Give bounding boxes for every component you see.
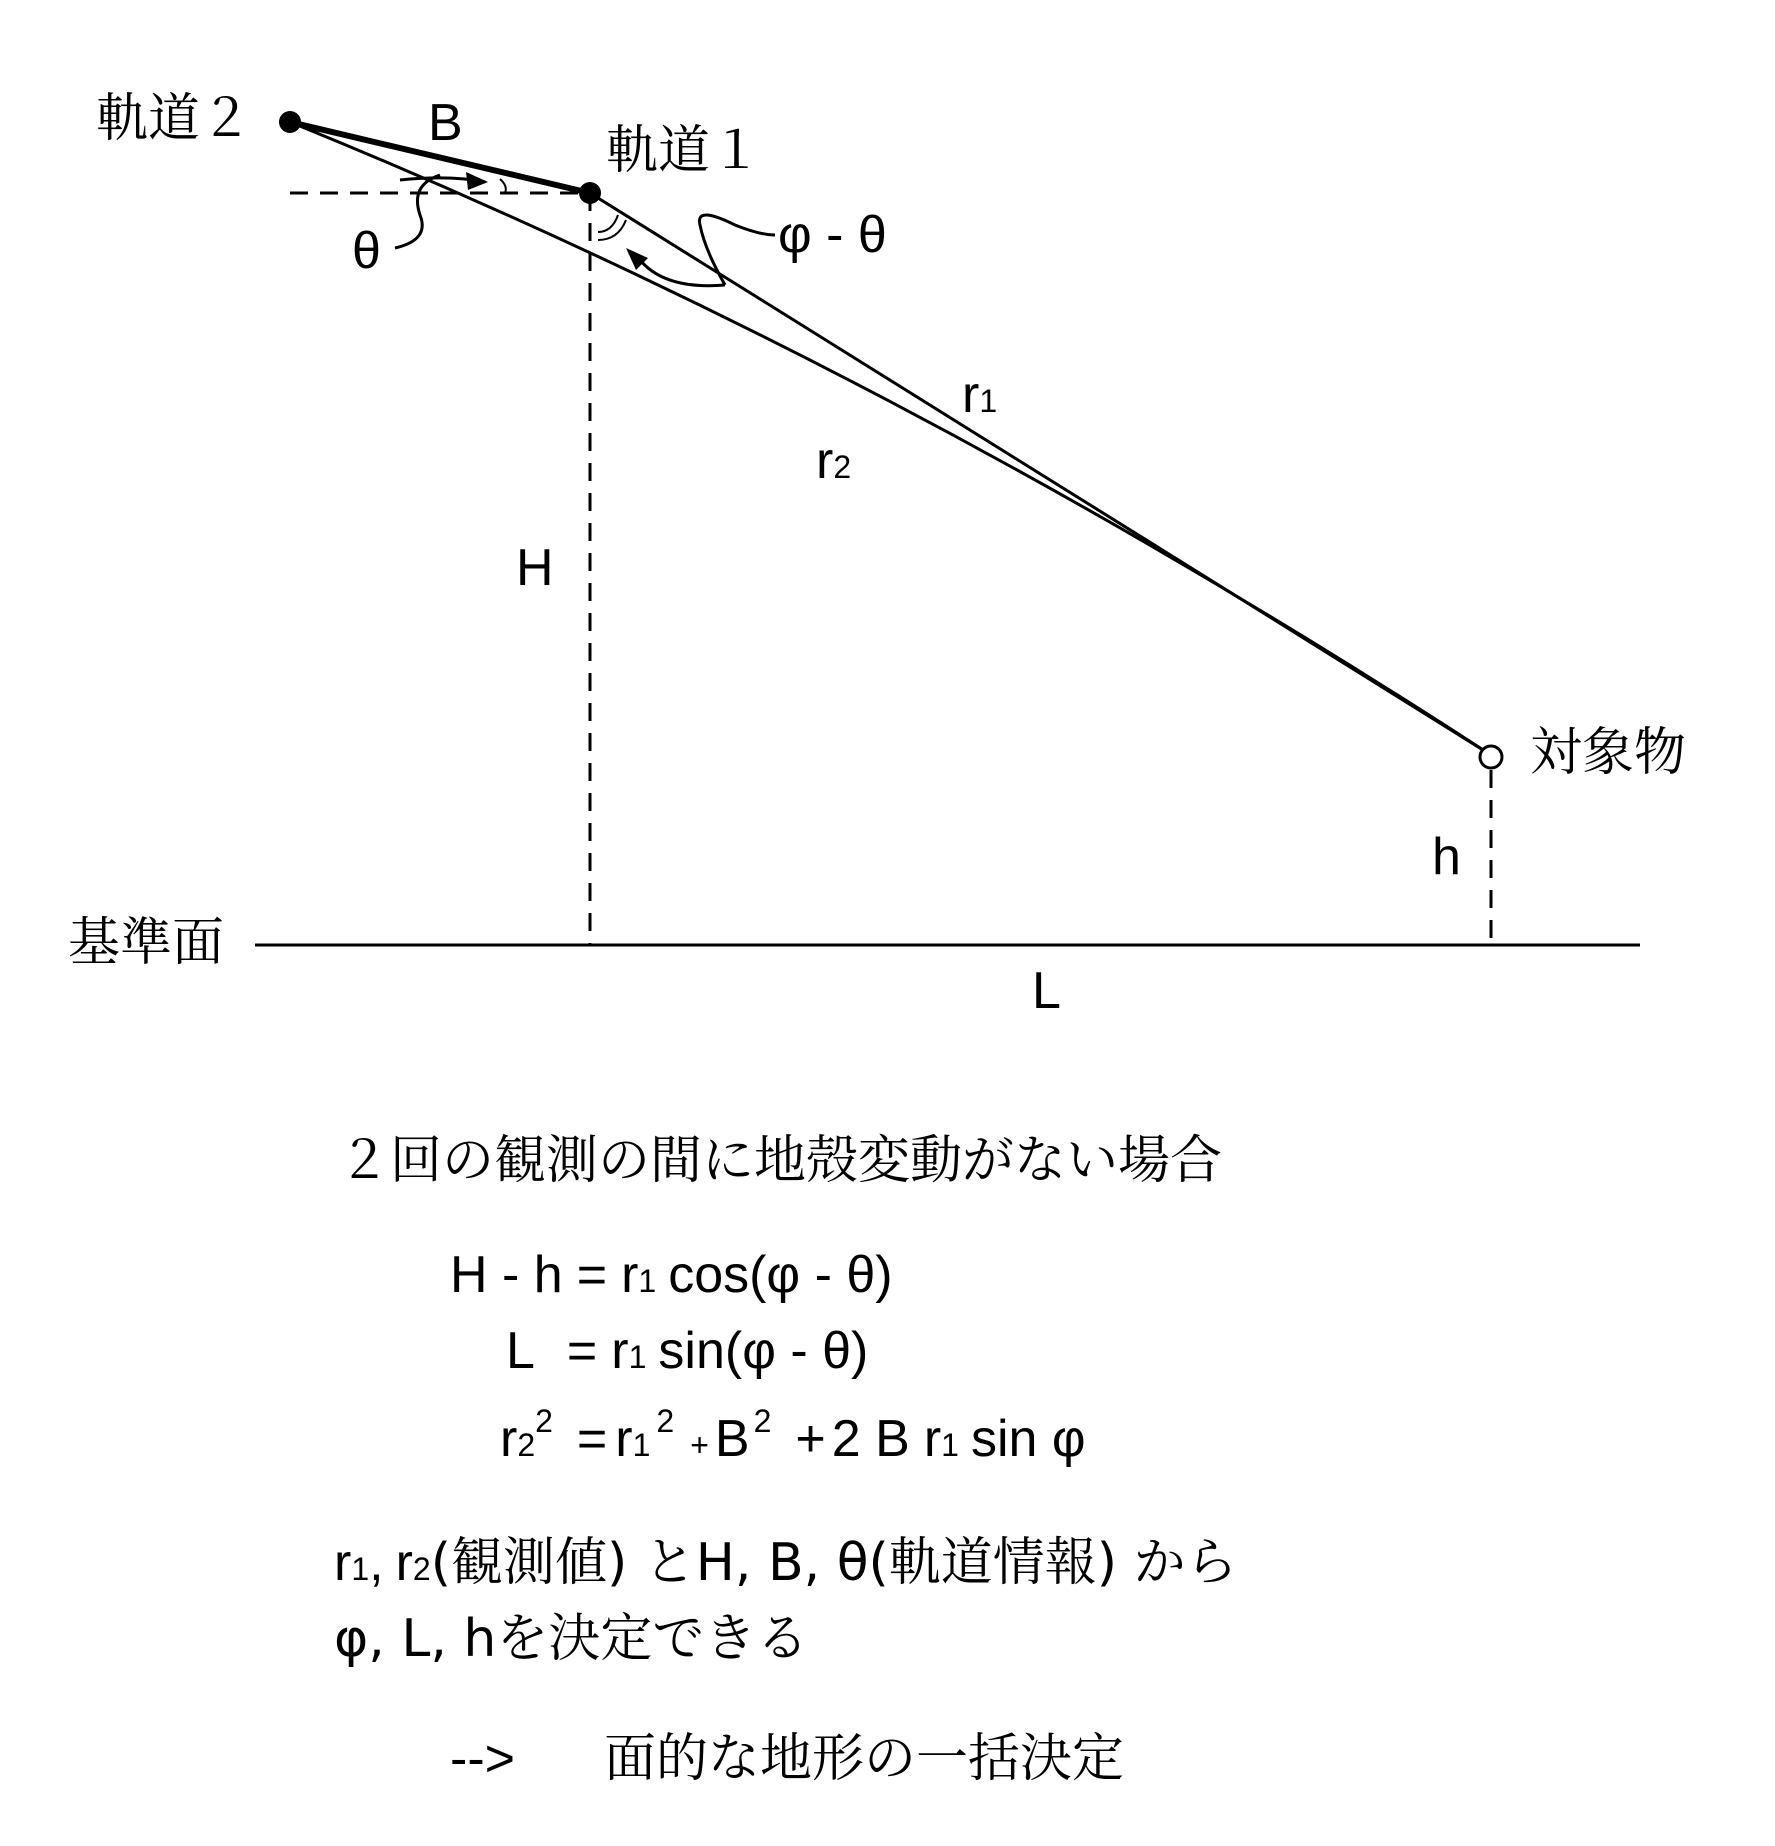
- condition-text: ２回の観測の間に地殻変動がない場合: [338, 1131, 1223, 1191]
- range-r1-line: [590, 193, 1491, 755]
- equation-1: H - h = r1 cos(φ - θ): [450, 1246, 893, 1304]
- equation-2: L = r1 sin(φ - θ): [506, 1322, 869, 1380]
- r1-label: r1: [962, 366, 998, 424]
- orbit1-label: 軌道１: [606, 121, 763, 181]
- range-r2-line: [290, 122, 1491, 755]
- conclusion-line-1: r1, r2(観測値) とH, B, θ(軌道情報) から: [334, 1533, 1238, 1593]
- phi-theta-arc-2: [598, 220, 626, 240]
- theta-arrow-head: [466, 172, 488, 190]
- theta-leader: [395, 175, 440, 248]
- orbit1-point: [579, 182, 601, 204]
- conclusion-line-2: φ, L, hを決定できる: [334, 1609, 809, 1669]
- reference-plane-label: 基準面: [68, 913, 225, 973]
- theta-label: θ: [352, 222, 381, 280]
- theta-angle-mark: [500, 179, 506, 193]
- height-h-label: h: [1432, 828, 1461, 886]
- result-text: 面的な地形の一括決定: [604, 1729, 1125, 1789]
- orbit2-label: 軌道２: [96, 89, 253, 149]
- baseline-B-label: B: [428, 94, 463, 152]
- target-point: [1480, 746, 1502, 768]
- phi-theta-arc-1: [598, 215, 618, 232]
- r2-label: r2: [816, 432, 852, 490]
- phi-theta-label: φ - θ: [778, 206, 887, 264]
- equation-3: r22 = r12+ B 2 + 2 B r1 sin φ: [500, 1403, 1086, 1468]
- height-H-label: H: [516, 539, 554, 597]
- result-arrow: -->: [450, 1730, 515, 1788]
- distance-L-label: L: [1032, 962, 1061, 1020]
- phi-theta-leader: [699, 215, 775, 285]
- orbit2-point: [279, 111, 301, 133]
- target-label: 対象物: [1530, 723, 1687, 783]
